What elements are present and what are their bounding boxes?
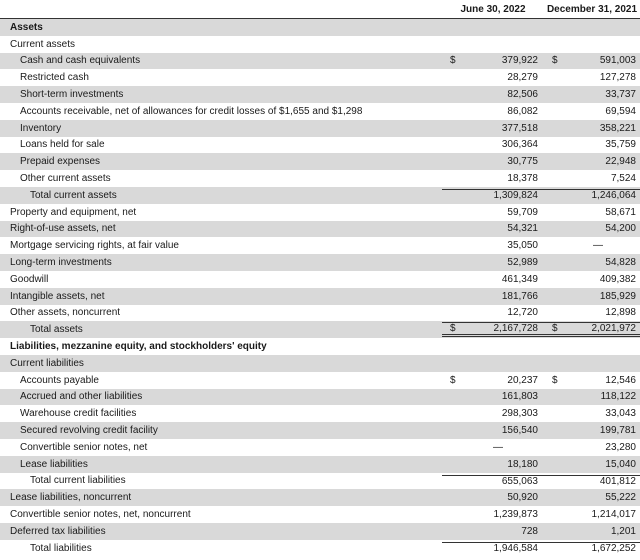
value-dec-2021-cell [544, 240, 640, 251]
currency-symbol [552, 89, 560, 100]
row-label: Total liabilities [30, 542, 92, 554]
value-june-2022: 35,050 [507, 240, 538, 252]
value-june-2022: 1,239,873 [493, 509, 538, 520]
table-row [0, 19, 640, 36]
currency-symbol [552, 139, 560, 150]
value-dec-2021-cell [544, 106, 640, 117]
value-june-2022-cell [442, 375, 544, 386]
table-row [0, 120, 640, 137]
value-dec-2021: 22,948 [605, 156, 636, 168]
currency-symbol [450, 89, 458, 100]
value-june-2022-cell [442, 322, 544, 337]
value-dec-2021: 591,003 [599, 55, 636, 67]
currency-symbol [450, 459, 458, 470]
value-dec-2021: 54,828 [605, 257, 636, 269]
currency-symbol [450, 408, 458, 419]
table-row [0, 456, 640, 473]
currency-symbol [552, 190, 560, 201]
value-june-2022-cell [442, 257, 544, 268]
value-june-2022: 461,349 [501, 273, 538, 285]
value-dec-2021: 33,737 [605, 89, 636, 101]
value-june-2022-cell [442, 55, 544, 66]
row-label: Lease liabilities, noncurrent [10, 492, 132, 504]
row-label: Warehouse credit facilities [20, 408, 137, 420]
value-june-2022-cell [442, 391, 544, 402]
currency-symbol [450, 173, 458, 184]
value-june-2022-cell [442, 207, 544, 218]
currency-symbol [552, 543, 560, 554]
currency-symbol [552, 106, 560, 117]
table-row [0, 103, 640, 120]
value-dec-2021-cell [544, 274, 640, 285]
currency-symbol [450, 72, 458, 83]
value-june-2022: 1,309,824 [493, 190, 538, 202]
currency-symbol [552, 476, 560, 487]
value-dec-2021-cell [544, 139, 640, 150]
currency-symbol [450, 526, 458, 537]
value-june-2022-cell [442, 72, 544, 83]
value-dec-2021: 35,759 [605, 139, 636, 151]
row-label: Accrued and other liabilities [20, 391, 143, 403]
value-june-2022: 86,082 [507, 105, 538, 117]
currency-symbol: $ [450, 55, 456, 67]
value-dec-2021: 12,546 [605, 374, 636, 386]
value-june-2022: — [493, 441, 503, 453]
table-body [0, 19, 640, 557]
currency-symbol [552, 156, 560, 167]
value-june-2022-cell [442, 475, 544, 487]
row-label: Restricted cash [20, 72, 89, 84]
value-dec-2021-cell [544, 442, 640, 453]
value-dec-2021: 2,021,972 [591, 323, 636, 335]
value-june-2022-cell [442, 425, 544, 436]
currency-symbol [450, 240, 458, 251]
table-row [0, 338, 640, 355]
table-row [0, 355, 640, 372]
currency-symbol [450, 106, 458, 117]
value-dec-2021: 127,278 [599, 72, 636, 84]
currency-symbol [552, 391, 560, 402]
value-dec-2021: 15,040 [605, 458, 636, 470]
currency-symbol [552, 425, 560, 436]
row-label: Convertible senior notes, net [20, 441, 148, 453]
currency-symbol: $ [450, 374, 456, 386]
value-june-2022: 20,237 [507, 374, 538, 386]
value-dec-2021-cell [544, 542, 640, 554]
row-label: Inventory [20, 122, 62, 134]
table-row [0, 523, 640, 540]
table-row [0, 372, 640, 389]
value-june-2022: 12,720 [507, 307, 538, 319]
value-june-2022-cell [442, 189, 544, 201]
value-june-2022-cell [442, 106, 544, 117]
value-dec-2021-cell [544, 475, 640, 487]
currency-symbol [450, 123, 458, 134]
value-june-2022-cell [442, 139, 544, 150]
row-label: Right-of-use assets, net [10, 223, 116, 235]
value-dec-2021: 358,221 [599, 122, 636, 134]
currency-symbol [552, 408, 560, 419]
value-june-2022-cell [442, 173, 544, 184]
currency-symbol [552, 72, 560, 83]
value-june-2022: 1,946,584 [493, 543, 538, 555]
value-dec-2021: — [593, 240, 603, 252]
value-dec-2021-cell [544, 322, 640, 337]
value-dec-2021: 23,280 [605, 441, 636, 453]
table-row [0, 489, 640, 506]
currency-symbol [552, 274, 560, 285]
value-dec-2021-cell [544, 123, 640, 134]
value-june-2022: 728 [521, 525, 538, 537]
value-june-2022: 50,920 [507, 492, 538, 504]
currency-symbol [450, 223, 458, 234]
value-june-2022-cell [442, 274, 544, 285]
row-label: Property and equipment, net [10, 206, 137, 218]
value-june-2022-cell [442, 459, 544, 470]
row-label: Liabilities, mezzanine equity, and stockholders' equity [10, 341, 267, 353]
value-june-2022-cell [442, 123, 544, 134]
currency-symbol [450, 391, 458, 402]
currency-symbol [450, 476, 458, 487]
value-june-2022-cell [442, 89, 544, 100]
currency-symbol [552, 509, 560, 520]
row-label: Long-term investments [10, 257, 112, 269]
currency-symbol [450, 156, 458, 167]
value-dec-2021-cell [544, 156, 640, 167]
row-label: Total current liabilities [30, 475, 126, 487]
currency-symbol [450, 139, 458, 150]
value-june-2022-cell [442, 223, 544, 234]
value-dec-2021: 409,382 [599, 273, 636, 285]
table-row [0, 540, 640, 557]
value-june-2022: 82,506 [507, 89, 538, 101]
currency-symbol [552, 442, 560, 453]
value-june-2022-cell [442, 408, 544, 419]
currency-symbol [450, 509, 458, 520]
currency-symbol [552, 307, 560, 318]
table-row [0, 86, 640, 103]
value-june-2022: 655,063 [501, 475, 538, 487]
currency-symbol [450, 257, 458, 268]
value-dec-2021-cell [544, 55, 640, 66]
row-label: Secured revolving credit facility [20, 425, 158, 437]
value-june-2022: 377,518 [501, 122, 538, 134]
row-label: Prepaid expenses [20, 156, 101, 168]
currency-symbol [450, 492, 458, 503]
value-dec-2021-cell [544, 223, 640, 234]
row-label: Current assets [10, 38, 76, 50]
table-row [0, 389, 640, 406]
value-dec-2021: 1,214,017 [591, 509, 636, 520]
value-june-2022: 59,709 [507, 206, 538, 218]
table-row [0, 170, 640, 187]
currency-symbol [450, 190, 458, 201]
value-dec-2021: 7,524 [610, 173, 636, 185]
row-label: Current liabilities [10, 357, 84, 369]
currency-symbol [552, 492, 560, 503]
value-dec-2021-cell [544, 207, 640, 218]
row-label: Other assets, noncurrent [10, 307, 121, 319]
table-row [0, 137, 640, 154]
table-row [0, 53, 640, 70]
value-dec-2021: 58,671 [605, 206, 636, 218]
table-row [0, 221, 640, 238]
currency-symbol [552, 123, 560, 134]
value-dec-2021-cell [544, 425, 640, 436]
table-row [0, 288, 640, 305]
value-june-2022: 379,922 [501, 55, 538, 67]
value-dec-2021-cell [544, 391, 640, 402]
value-june-2022-cell [442, 156, 544, 167]
currency-symbol [552, 223, 560, 234]
currency-symbol [450, 425, 458, 436]
table-row [0, 204, 640, 221]
table-row [0, 254, 640, 271]
currency-symbol [450, 442, 458, 453]
value-dec-2021-cell [544, 189, 640, 201]
value-june-2022-cell [442, 291, 544, 302]
row-label: Assets [10, 21, 43, 33]
value-dec-2021-cell [544, 89, 640, 100]
currency-symbol [450, 543, 458, 554]
value-june-2022: 2,167,728 [493, 323, 538, 335]
value-dec-2021-cell [544, 526, 640, 537]
row-label: Deferred tax liabilities [10, 525, 106, 537]
table-row [0, 187, 640, 204]
row-label: Total current assets [30, 189, 117, 201]
table-row [0, 473, 640, 490]
currency-symbol [450, 307, 458, 318]
value-dec-2021: 54,200 [605, 223, 636, 235]
currency-symbol [552, 526, 560, 537]
row-label: Total assets [30, 324, 83, 336]
value-dec-2021: 199,781 [599, 425, 636, 437]
header-dec-2021: December 31, 2021 [546, 3, 638, 15]
row-label: Lease liabilities [20, 458, 88, 470]
value-june-2022: 28,279 [507, 72, 538, 84]
table-row [0, 69, 640, 86]
value-june-2022-cell [442, 542, 544, 554]
currency-symbol [450, 274, 458, 285]
value-dec-2021-cell [544, 408, 640, 419]
value-dec-2021: 118,122 [600, 391, 636, 403]
value-dec-2021-cell [544, 459, 640, 470]
currency-symbol [450, 207, 458, 218]
row-label: Accounts payable [20, 374, 99, 386]
row-label: Accounts receivable, net of allowances for credit losses of $1,655 and $1,298 [20, 105, 363, 117]
value-june-2022: 30,775 [507, 156, 538, 168]
value-june-2022-cell [442, 509, 544, 520]
currency-symbol [552, 240, 560, 251]
value-june-2022: 306,364 [501, 139, 538, 151]
value-dec-2021: 401,812 [599, 475, 636, 487]
currency-symbol: $ [552, 323, 558, 335]
table-row [0, 36, 640, 53]
table-row [0, 271, 640, 288]
value-dec-2021: 1,672,252 [591, 543, 636, 555]
table-row [0, 237, 640, 254]
currency-symbol [552, 207, 560, 218]
currency-symbol: $ [552, 55, 558, 67]
value-dec-2021-cell [544, 307, 640, 318]
table-row [0, 506, 640, 523]
value-dec-2021-cell [544, 257, 640, 268]
value-dec-2021-cell [544, 291, 640, 302]
value-dec-2021-cell [544, 375, 640, 386]
value-june-2022-cell [442, 526, 544, 537]
row-label: Short-term investments [20, 89, 124, 101]
value-dec-2021: 1,201 [610, 525, 636, 537]
table-row [0, 153, 640, 170]
value-june-2022: 18,378 [507, 173, 538, 185]
currency-symbol: $ [450, 323, 456, 335]
value-dec-2021: 33,043 [605, 408, 636, 420]
value-dec-2021-cell [544, 492, 640, 503]
value-june-2022-cell [442, 240, 544, 251]
value-june-2022-cell [442, 442, 544, 453]
value-june-2022-cell [442, 307, 544, 318]
row-label: Other current assets [20, 173, 111, 185]
table-row [0, 405, 640, 422]
row-label: Goodwill [10, 273, 49, 285]
currency-symbol [552, 173, 560, 184]
value-dec-2021-cell [544, 509, 640, 520]
value-dec-2021-cell [544, 72, 640, 83]
row-label: Intangible assets, net [10, 290, 105, 302]
value-dec-2021-cell [544, 173, 640, 184]
currency-symbol [450, 291, 458, 302]
row-label: Mortgage servicing rights, at fair value [10, 240, 179, 252]
row-label: Convertible senior notes, net, noncurrent [10, 509, 191, 520]
value-june-2022: 161,803 [501, 391, 538, 403]
currency-symbol [552, 459, 560, 470]
table-row [0, 321, 640, 338]
row-label: Cash and cash equivalents [20, 55, 141, 67]
currency-symbol [552, 257, 560, 268]
value-june-2022: 181,766 [501, 290, 538, 302]
value-june-2022: 298,303 [501, 408, 538, 420]
column-header-row [0, 0, 640, 19]
value-dec-2021: 185,929 [599, 290, 636, 302]
value-june-2022: 54,321 [507, 223, 538, 235]
value-dec-2021: 1,246,064 [591, 190, 636, 202]
value-dec-2021: 69,594 [605, 105, 636, 117]
table-row [0, 439, 640, 456]
value-june-2022-cell [442, 492, 544, 503]
value-dec-2021: 12,898 [605, 307, 636, 319]
table-row [0, 305, 640, 322]
currency-symbol [552, 291, 560, 302]
currency-symbol: $ [552, 374, 558, 386]
value-june-2022: 52,989 [507, 257, 538, 269]
table-row [0, 422, 640, 439]
row-label: Loans held for sale [20, 139, 105, 151]
value-dec-2021: 55,222 [605, 492, 636, 504]
value-june-2022: 156,540 [501, 425, 538, 437]
header-june-2022: June 30, 2022 [460, 3, 526, 15]
value-june-2022: 18,180 [507, 458, 538, 470]
